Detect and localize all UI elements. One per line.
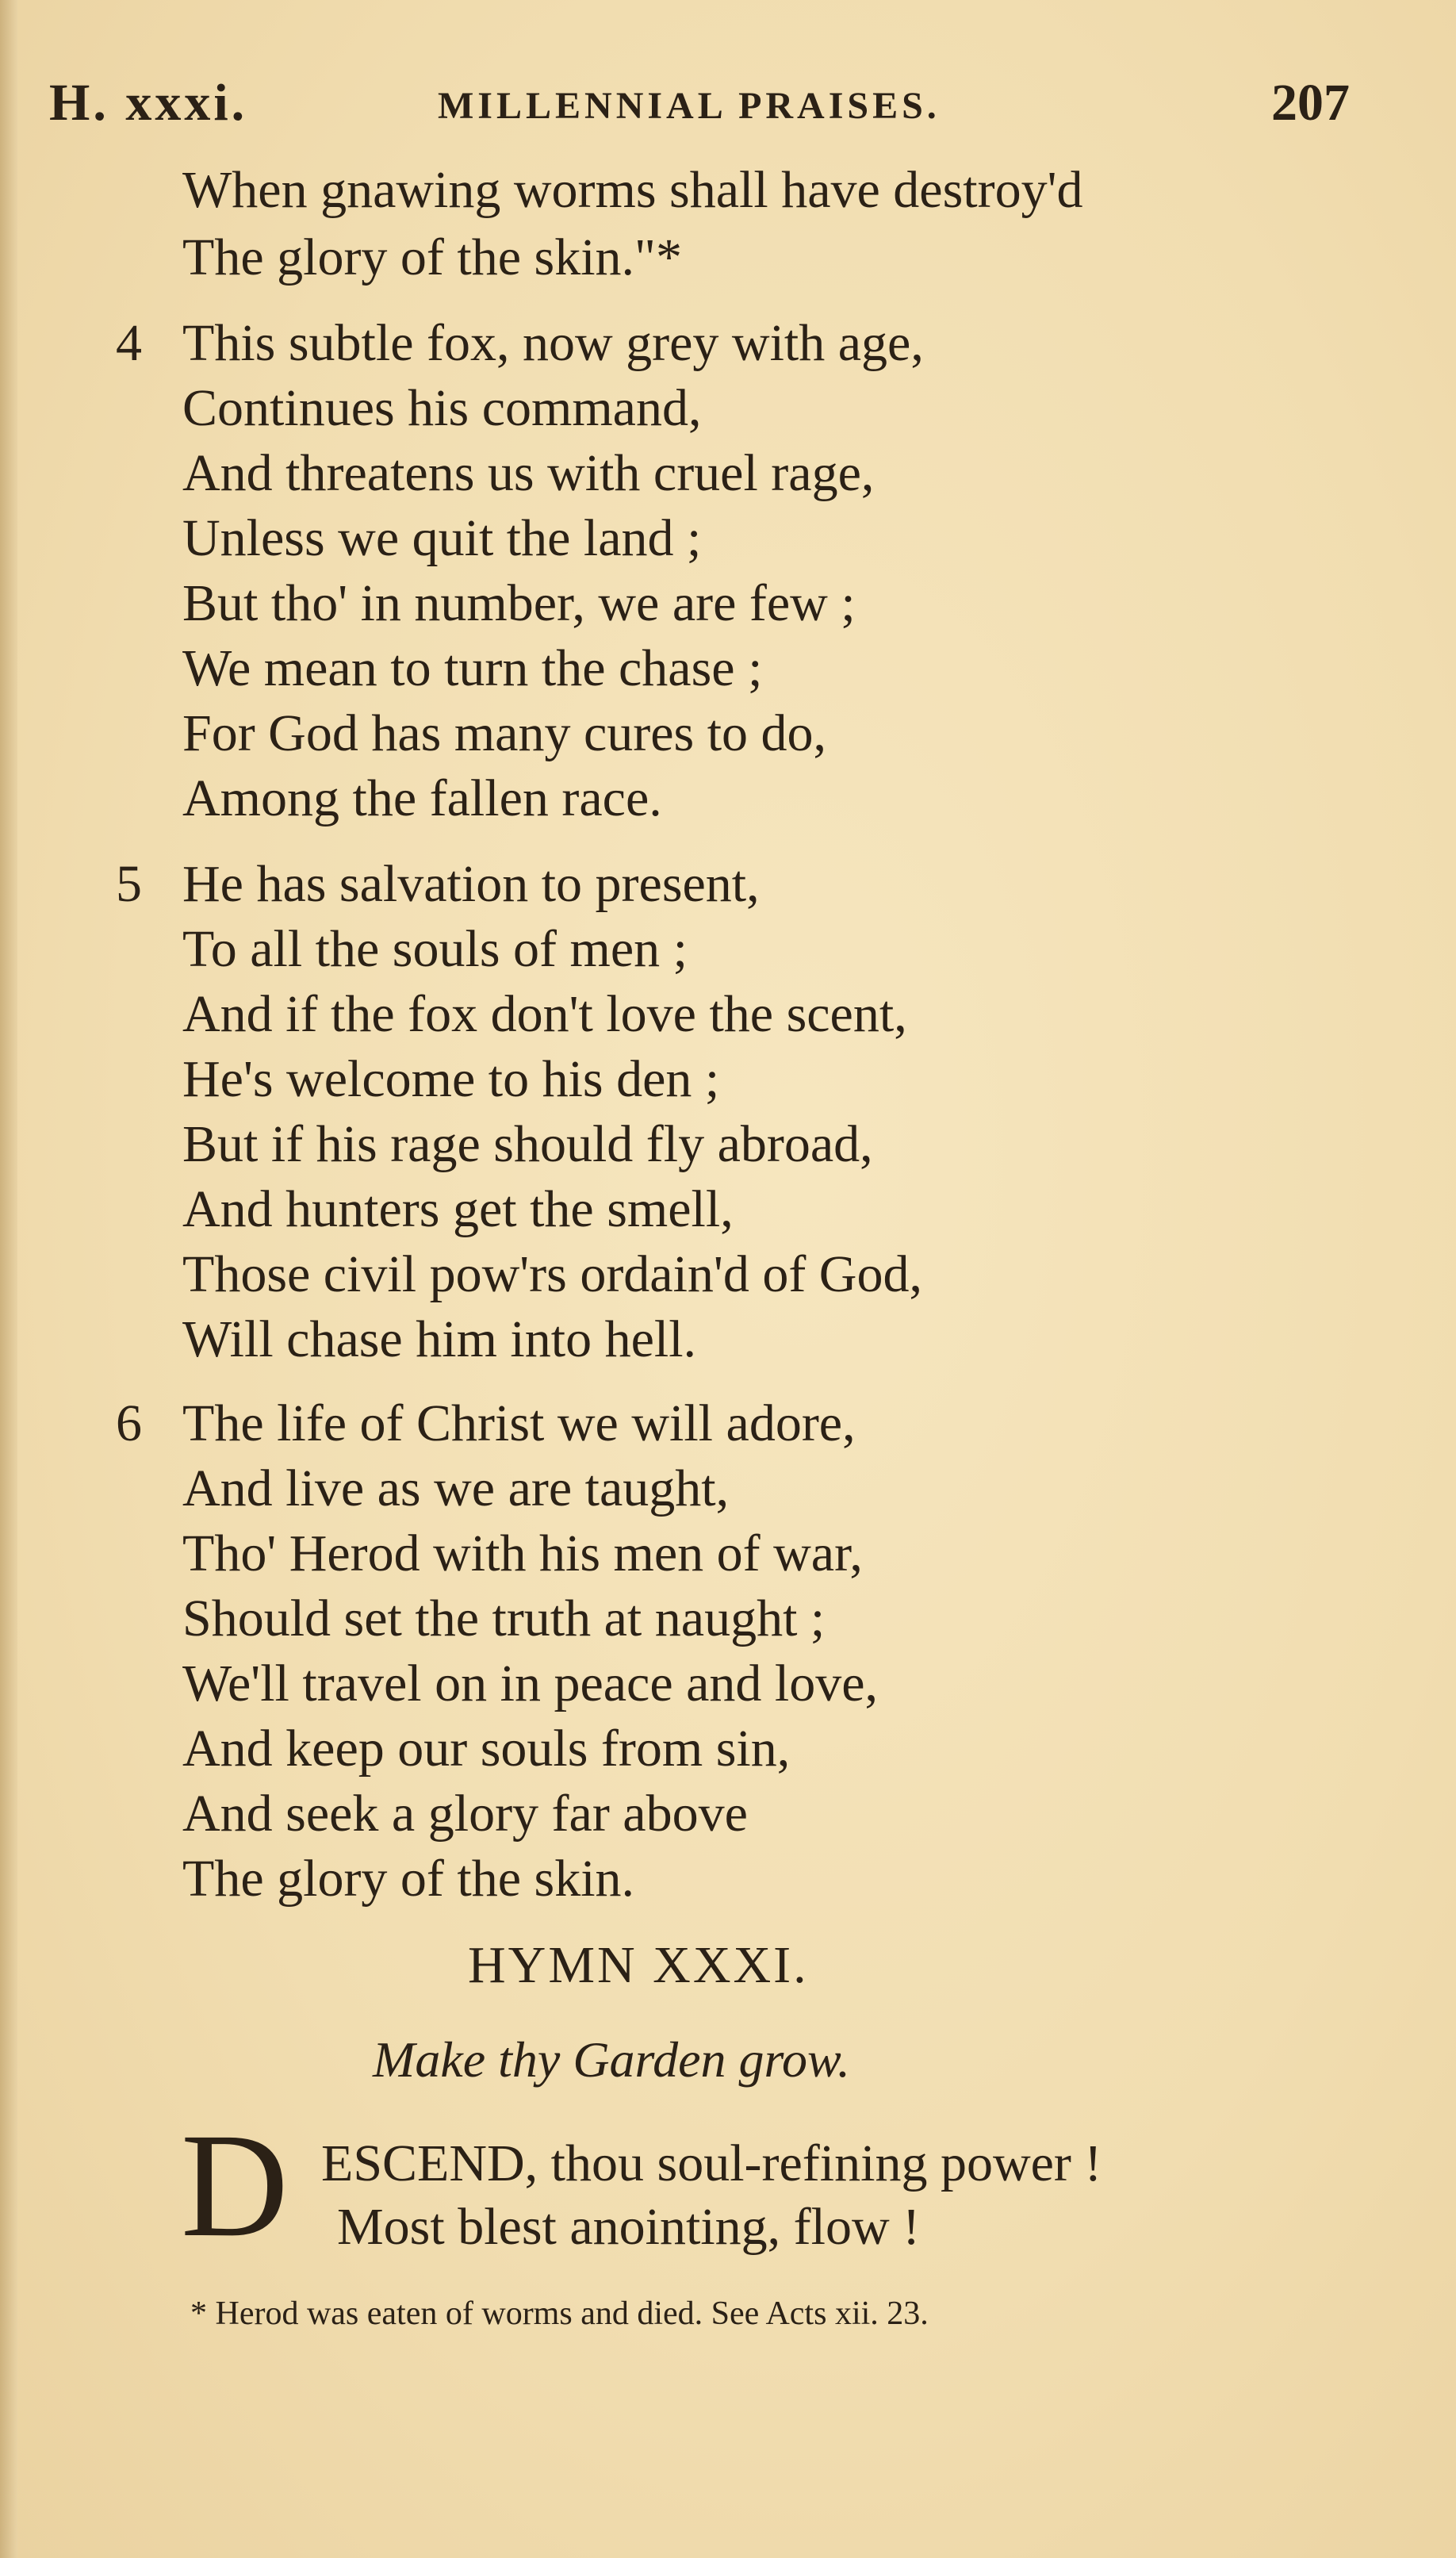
hymn-reference: H. xxxi. (49, 74, 248, 132)
stanza-number: 5 (116, 855, 142, 913)
verse-line: We'll travel on in peace and love, (182, 1655, 879, 1712)
verse-line: And keep our souls from sin, (182, 1720, 791, 1778)
verse-line: But tho' in number, we are few ; (182, 574, 856, 632)
verse-line: But if his rage should fly abroad, (182, 1115, 873, 1173)
footnote: * Herod was eaten of worms and died. See Acts xii. 23. (190, 2295, 929, 2332)
stanza-number: 4 (116, 314, 142, 372)
running-header (49, 73, 1350, 144)
verse-line: Should set the truth at naught ; (182, 1590, 826, 1647)
page-gutter (0, 0, 17, 2558)
book-title: MILLENNIAL PRAISES. (438, 85, 941, 127)
hymn-title: HYMN XXXI. (468, 1936, 809, 1994)
verse-line: Among the fallen race. (182, 769, 662, 827)
verse-line: The glory of the skin. (182, 1850, 635, 1908)
verse-line: To all the souls of men ; (182, 920, 688, 978)
continuation-line: The glory of the skin."* (182, 228, 682, 286)
verse-line: Continues his command, (182, 379, 702, 437)
page-number: 207 (1271, 74, 1350, 132)
verse-line: The life of Christ we will adore, (182, 1394, 856, 1452)
stanza-number: 6 (116, 1394, 142, 1452)
verse-line: And seek a glory far above (182, 1785, 748, 1843)
verse-line: For God has many cures to do, (182, 704, 827, 762)
second-line: Most blest anointing, flow ! (337, 2198, 921, 2256)
verse-line: And hunters get the smell, (182, 1180, 734, 1238)
verse-line: Unless we quit the land ; (182, 509, 702, 567)
drop-cap: D (181, 2102, 289, 2268)
verse-line: He's welcome to his den ; (182, 1050, 720, 1108)
verse-line: Will chase him into hell. (182, 1310, 697, 1368)
continuation-line: When gnawing worms shall have destroy'd (182, 161, 1083, 219)
hymn-subtitle: Make thy Garden grow. (373, 2031, 850, 2088)
verse-line: Those civil pow'rs ordain'd of God, (182, 1245, 922, 1303)
verse-line: And live as we are taught, (182, 1459, 730, 1517)
verse-line: We mean to turn the chase ; (182, 639, 763, 697)
verse-line: And threatens us with cruel rage, (182, 444, 875, 502)
opening-line: ESCEND, thou soul-refining power ! (321, 2134, 1102, 2192)
verse-line: And if the fox don't love the scent, (182, 985, 907, 1043)
verse-line: He has salvation to present, (182, 855, 760, 913)
verse-line: Tho' Herod with his men of war, (182, 1524, 863, 1582)
verse-line: This subtle fox, now grey with age, (182, 314, 924, 372)
